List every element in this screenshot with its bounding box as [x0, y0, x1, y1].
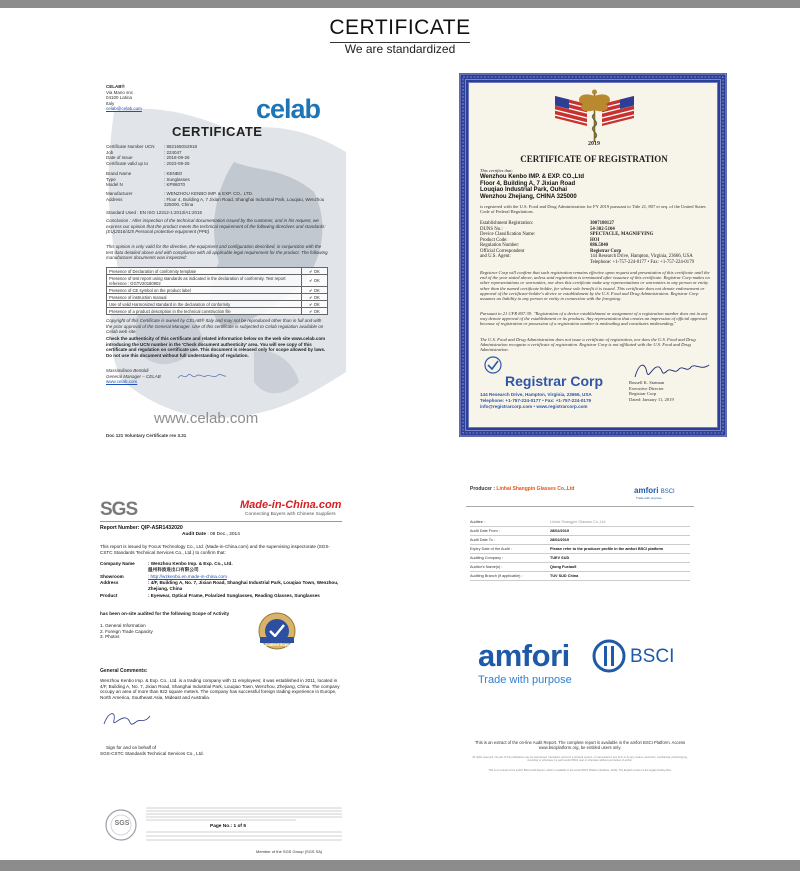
detail-label: Official Correspondent [480, 248, 525, 254]
audit-row [470, 520, 690, 524]
sgs-logo: SGS [100, 499, 138, 520]
sgs-member-note: Member of the SGS Group (SGS SA) [256, 849, 323, 854]
company-line: Louqiao Industrial Park, Ouhai [480, 187, 568, 194]
field-label: Job [106, 149, 114, 155]
checklist-item: Presence of Declaration of conformity template [107, 268, 302, 275]
registrar-disclaimer: Registrar Corp will confirm that such registration remains effective upon request and presentation of this certificate until the end of the year stated above, unless said registration is terminated after issuance of this certificate. Registrar Corp makes no other representations or warranties, nor does this certificate make any representations or warranties to any person or entity other than the named certificate holder, for whose sole benefit it is issued. This certificate does not denote endorsement or approval of the certificate-holder's device or establishment by the U.S. Food and Drug Administration. Registrar Corp assumes no liability to any person or entity in connection with the foregoing. [480, 270, 710, 302]
audit-row [470, 547, 690, 551]
sgs-signature [100, 706, 152, 732]
checklist-row [107, 287, 328, 294]
scope-item: 2. Foreign Trade Capacity [100, 628, 153, 634]
signer-website-link[interactable]: www.celab.com [106, 379, 138, 385]
detail-label: Device Classification Name: [480, 232, 536, 237]
celab-email-link[interactable]: celab@celab.com [106, 106, 142, 112]
product-row [100, 593, 342, 599]
scope-title: has been on-site audited for the following Scope of Activity [100, 611, 230, 616]
field-label: Address [106, 196, 123, 202]
detail-label: DUNS No.: [480, 226, 503, 232]
celab-certificate[interactable] [84, 72, 349, 450]
checklist-status: ✔ OK [302, 275, 328, 287]
company-chinese-name: 温州科波进出口有限公司 [148, 566, 199, 572]
audit-value: TUEV SUD [550, 556, 570, 560]
amfori-tagline: Trade with purpose [478, 674, 572, 686]
registration-details [480, 221, 710, 265]
detail-value: 54-302-5104 [590, 226, 615, 232]
amfori-bsci-label: BSCI [630, 646, 675, 667]
field-value: : 8821650S2918 [164, 144, 198, 149]
field-value: : WENZHOU KENBO IMP. & EXP. CO., LTD. [164, 191, 254, 196]
field-label: Product [100, 593, 118, 598]
registrar-certificate[interactable] [459, 73, 727, 437]
producer-line [470, 486, 574, 492]
audited-supplier-label: Audited Supplier [264, 643, 296, 647]
audit-value: Please refer to the producer profile in the amfori BSCI platform [550, 547, 664, 551]
legal-fine-print: This is an extract of the amfori BSCI Audit Report, which is available in the amfori BSCI Platform (Entiless, 2019). The English version is the legally binding files. [488, 769, 672, 772]
audit-row [470, 565, 690, 569]
scope-item: 3. Photos [100, 634, 120, 640]
certificate-body [468, 82, 718, 428]
field-value: : Wenzhou Kenbo Imp. & Exp. Co., Ltd. [148, 561, 233, 566]
celab-checklist-table [106, 267, 328, 315]
header-divider [466, 506, 694, 507]
celab-address [106, 84, 186, 112]
audit-value: TUV SUD China [550, 574, 579, 578]
amfori-small-tagline: Trade with purpose [636, 496, 662, 500]
showroom-row [100, 574, 342, 580]
made-in-china-tagline: Connecting Buyers with Chinese Suppliers [245, 512, 336, 517]
celab-product-row [106, 182, 336, 188]
checklist-item: Presence of a product description in the technical construction file [107, 308, 302, 315]
amfori-small-wordmark: amfori [634, 486, 659, 495]
audit-label: Auditee : [470, 520, 485, 524]
audit-row [470, 529, 690, 533]
registrar-contact [480, 392, 630, 410]
sign-on-behalf: Sign for and on behalf of [106, 745, 157, 750]
scope-item: 1. General Information [100, 623, 146, 628]
made-in-china-logo: Made-in-China.com [240, 499, 342, 511]
checklist-row [107, 268, 328, 275]
celab-signature [176, 370, 228, 382]
contact-line: Telephone: +1-757-224-0177 • Fax: +1-757-224-0179 [480, 398, 592, 403]
checklist-item: Presence of CE symbol on the product label [107, 287, 302, 294]
audit-value: 28/02/2019 [550, 538, 570, 542]
field-value: : Floor 4, Building A, 7 Jixian Road, Shanghai Industrial Park, Louqiao, Wenzhou 325000, China [164, 196, 325, 208]
field-label: Certificate valid up to [106, 160, 149, 166]
checklist-status: ✔ OK [302, 294, 328, 301]
sgs-audit-report[interactable] [100, 493, 342, 856]
signer-name: Massimiliano Bertoldi [106, 368, 149, 373]
audit-value: 28/02/2019 [550, 529, 570, 533]
detail-label [480, 260, 590, 266]
audit-value: Linhai Shangpin Glasses Co.,Ltd [550, 520, 606, 524]
report-intro: This report is issued by Focus Technology Co., Ltd. (Made-in-China.com) and the supervising inspectorate (SGS-CSTC Standards Technical Services Co., Ltd.) to confirm that: [100, 544, 330, 555]
registrar-logo: Registrar Corp [505, 373, 604, 389]
celab-opinion: This opinion is only valid for the directive, the equipment and configuration described, in conjunction with the test data detailed above and with compliance with all applicable legal requirement for the product. The following manufacturer documents was inspected: [106, 244, 328, 261]
showroom-link[interactable]: : http://wzkenbo.en.made-in-china.com [148, 574, 227, 579]
amfori-small-logo [634, 486, 675, 495]
company-cn-row [100, 567, 342, 573]
celab-standard: Standard Used : EN ISO 12312-1:2013/A1:2015 [106, 210, 203, 215]
signer-name: Russell K. Statman [629, 380, 665, 385]
amfori-ring-icon [592, 639, 626, 673]
audit-row [470, 538, 690, 542]
celab-address-line: Via Mano snc [106, 89, 134, 95]
report-extract-note: This is an extract of the on-line Audit Report. The complete report is available in the amfori BSCI Platform. Access www.bsciplatform.org, be entitled users only. [474, 740, 686, 750]
celab-conclusion: Conclusion : After inspection of the technical documentation issued by the customer, and in his request, we express our opinion that the product meets the technical requirement of the following directives and standards: (EU)2016/425 Personal protective equipment (PPE) [106, 218, 326, 235]
audit-date [182, 532, 240, 537]
producer-name: Linhai Shangpin Glasses Co.,Ltd [496, 486, 575, 492]
celab-address-line: 04100 Latina [106, 95, 133, 101]
audit-date-label: Audit Date [182, 532, 206, 537]
checklist-row [107, 294, 328, 301]
checklist-item: Presence of instruction manual [107, 294, 302, 301]
checklist-status: ✔ OK [302, 268, 328, 275]
registrar-signer [629, 380, 714, 402]
checklist-item: Presence of test report using standards as indicated in the declaration of conformity. Test report reference : GGTV20180902 [107, 275, 302, 287]
checklist-status: ✔ OK [302, 287, 328, 294]
detail-value: HOI [590, 237, 600, 243]
field-label: Company Name [100, 561, 135, 566]
field-label: Certificate Number UCN [106, 144, 155, 149]
celab-address-name: CELAB® [106, 84, 125, 89]
celab-website: www.celab.com [154, 410, 259, 427]
field-label: Manufacturer [106, 191, 133, 196]
amfori-logo-wordmark: amfori [478, 638, 570, 673]
celab-field-row [106, 161, 336, 167]
audit-label: Auditing Company : [470, 556, 504, 560]
audit-label: Expiry Date of the Audit : [470, 547, 512, 551]
cfr-citation: Pursuant to 21 CFR 807.39: "Registration of a device establishment or assignment of a registration number does not in any way denote approval of the establishment or its products. Any representation that creates an impression of official approval because of registration or possession of a registration number is misleading and constitutes misbranding." [480, 311, 708, 327]
contact-line: info@registrarcorp.com • www.registrarcorp.com [480, 404, 588, 409]
celab-copyright: Copyright of this Certificate is owned by CELAB® Italy and may not be reproduced other than in full and with the prior approval of the General Manager. Use of this certificate is subjected to Celab regulation available on Celab web site. [106, 318, 324, 335]
registration-year: 2019 [588, 141, 600, 147]
field-label: Date of Issue [106, 155, 133, 160]
page-subtitle: We are standardized [344, 42, 456, 56]
audit-label: Audit Date From : [470, 529, 500, 533]
checklist-row [107, 301, 328, 308]
celab-logo: celab [256, 94, 321, 124]
caduceus-flag-emblem [547, 86, 642, 148]
general-comments-title: General Comments: [100, 668, 148, 674]
audit-row [470, 574, 690, 578]
company-line: Floor 4, Building A, 7 Jixian Road [480, 180, 576, 187]
detail-value: Telephone: +1-757-224-0177 • Fax: +1-757-224-0179 [590, 259, 695, 265]
company-line: Wenzhou Kenbo IMP. & EXP. CO.,Ltd [480, 174, 585, 180]
checklist-row [107, 308, 328, 315]
audit-value: Qiong Fuxiao5 [550, 565, 577, 569]
detail-label: Establishment Registration: [480, 221, 534, 226]
registration-title: CERTIFICATE OF REGISTRATION [520, 154, 668, 164]
amfori-bsci-report[interactable] [466, 484, 694, 778]
checklist-status: ✔ OK [302, 308, 328, 315]
celab-authenticity: Check the authenticity of this certificate and related information below on the web site www.celab.com introducing the UCN number in the 'Check document authenticity' area. You will see copy of this certificate and regulation on certificate use. This document is released only for scope allowed by laws. Do not use this document without full understanding of regulation. [106, 336, 326, 358]
amfori-small-bsci: BSCI [660, 489, 675, 495]
audit-label: Audit Date To : [470, 538, 495, 542]
field-label: Address [100, 580, 119, 585]
field-value: : 4/F, Building A, No. 7, Jixian Road, Shanghai Industrial Park, Louqiao Town, Wenzhou, Zhejiang, China [148, 580, 339, 591]
checklist-item: Use of valid Harmonized standard in the declaration of conformity [107, 301, 302, 308]
celab-doc-footer: Doc 121 Voluntary Certificate rev 3.31 [106, 433, 187, 438]
registrar-seal-icon [483, 355, 503, 375]
field-value: : 224047 [164, 149, 182, 155]
signer-role: General Manager – CELAB [106, 373, 161, 379]
celab-address-line: Italy [106, 100, 115, 106]
audit-label: Auditor's Name(s) : [470, 565, 503, 569]
detail-value: Registrar Corp [590, 248, 622, 254]
signer-org: Registrar Corp [629, 391, 657, 397]
fda-notice: The U.S. Food and Drug Administration does not issue a certificate of registration, nor does the U.S. Food and Drug Administration recognize a certificate of registration. Registrar Corp is not affiliated with the U.S. Food and Drug Administration. [480, 337, 696, 353]
registrar-signature [629, 359, 714, 381]
detail-label: Product Code: [480, 237, 508, 243]
sign-company: SGS-CSTC Standards Technical Services Co., Ltd. [100, 750, 204, 756]
report-number: Report Number: QIP-ASR1432020 [100, 525, 183, 531]
header-divider [100, 521, 342, 522]
bottom-bar [0, 860, 800, 871]
celab-title: CERTIFICATE [172, 124, 263, 139]
general-comments: Wenzhou Kenbo Imp. & Exp. Co., Ltd. is a trading company with 11 employees; it was established in 2011, located in 4/F, Building A, No. 7, Jixian Road, Shanghai Industrial Park, Louqiao Town, Wenzhou, Zhejiang, China. The company occupy an area of more than 922 square meters. The company has successful foreign trading experience in Europe, North America, Southeast Asia, Mideast and Australia. [100, 678, 340, 700]
checklist-row [107, 275, 328, 287]
field-label: Showroom [100, 574, 124, 579]
address-row [100, 580, 342, 591]
contact-line: 144 Research Drive, Hampton, Virginia, 23666, USA [480, 392, 592, 397]
celab-address-row [106, 197, 336, 208]
signer-date: Dated: January 11, 2019 [629, 396, 674, 402]
field-value: : Eyewear, Optical Frame, Polarized Sunglasses, Reading Glasses, Sunglasses [148, 593, 320, 598]
detail-value: 886.5840 [590, 243, 608, 248]
field-value: : KENBO [164, 171, 183, 176]
celab-signer [106, 368, 176, 385]
certifies-text: This certifies that: [480, 168, 513, 173]
field-value: : Sunglasses [164, 176, 190, 182]
top-bar [0, 0, 800, 8]
detail-value: 144 Research Drive, Hampton, Virginia, 23666, USA [590, 254, 693, 259]
field-label: Brand Name [106, 171, 132, 176]
detail-label: and U.S. Agent: [480, 254, 511, 259]
field-value: : KP86070 [164, 182, 186, 187]
registered-company [480, 174, 710, 200]
field-value: : 2023-09-25 [164, 160, 190, 166]
detail-label: Regulation Number: [480, 243, 520, 248]
signer-role: Executive Director [629, 385, 664, 391]
field-value: : 2018-09-26 [164, 155, 190, 160]
copyright-fine-print: All rights reserved. No part of this publication may be reproduced, translated, stored in a retrieval system, or transmitted in any form or by any means, electronic, mechanical, photocopying, recording or otherwise, by each amfori BSCI user or otherwise without permission of amfori. [472, 756, 688, 763]
field-label: Model N [106, 182, 123, 187]
producer-label: Producer : [470, 486, 496, 492]
audit-date-value: : 08 Dec., 2014 [207, 532, 240, 537]
checklist-status: ✔ OK [302, 301, 328, 308]
audit-label: Auditing Branch (if applicable) : [470, 574, 523, 578]
detail-value: SPECTACLE, MAGNIFYING [590, 232, 654, 237]
page-number: Page No.: 1 of 5 [210, 824, 246, 829]
sgs-stamp-text: SGS [114, 820, 130, 827]
detail-row [480, 260, 710, 266]
field-label: Type [106, 176, 116, 182]
company-line: Wenzhou Zhejiang, CHINA 325000 [480, 193, 577, 200]
registered-statement: is registered with the U.S. Food and Drug Administration for FY 2019 pursuant to Title 21, 807 et seq. of the United States Code of Federal Regulations. [480, 204, 706, 215]
page-title: CERTIFICATE [329, 16, 471, 39]
detail-value: 3007180127 [590, 221, 614, 226]
audit-row [470, 556, 690, 560]
